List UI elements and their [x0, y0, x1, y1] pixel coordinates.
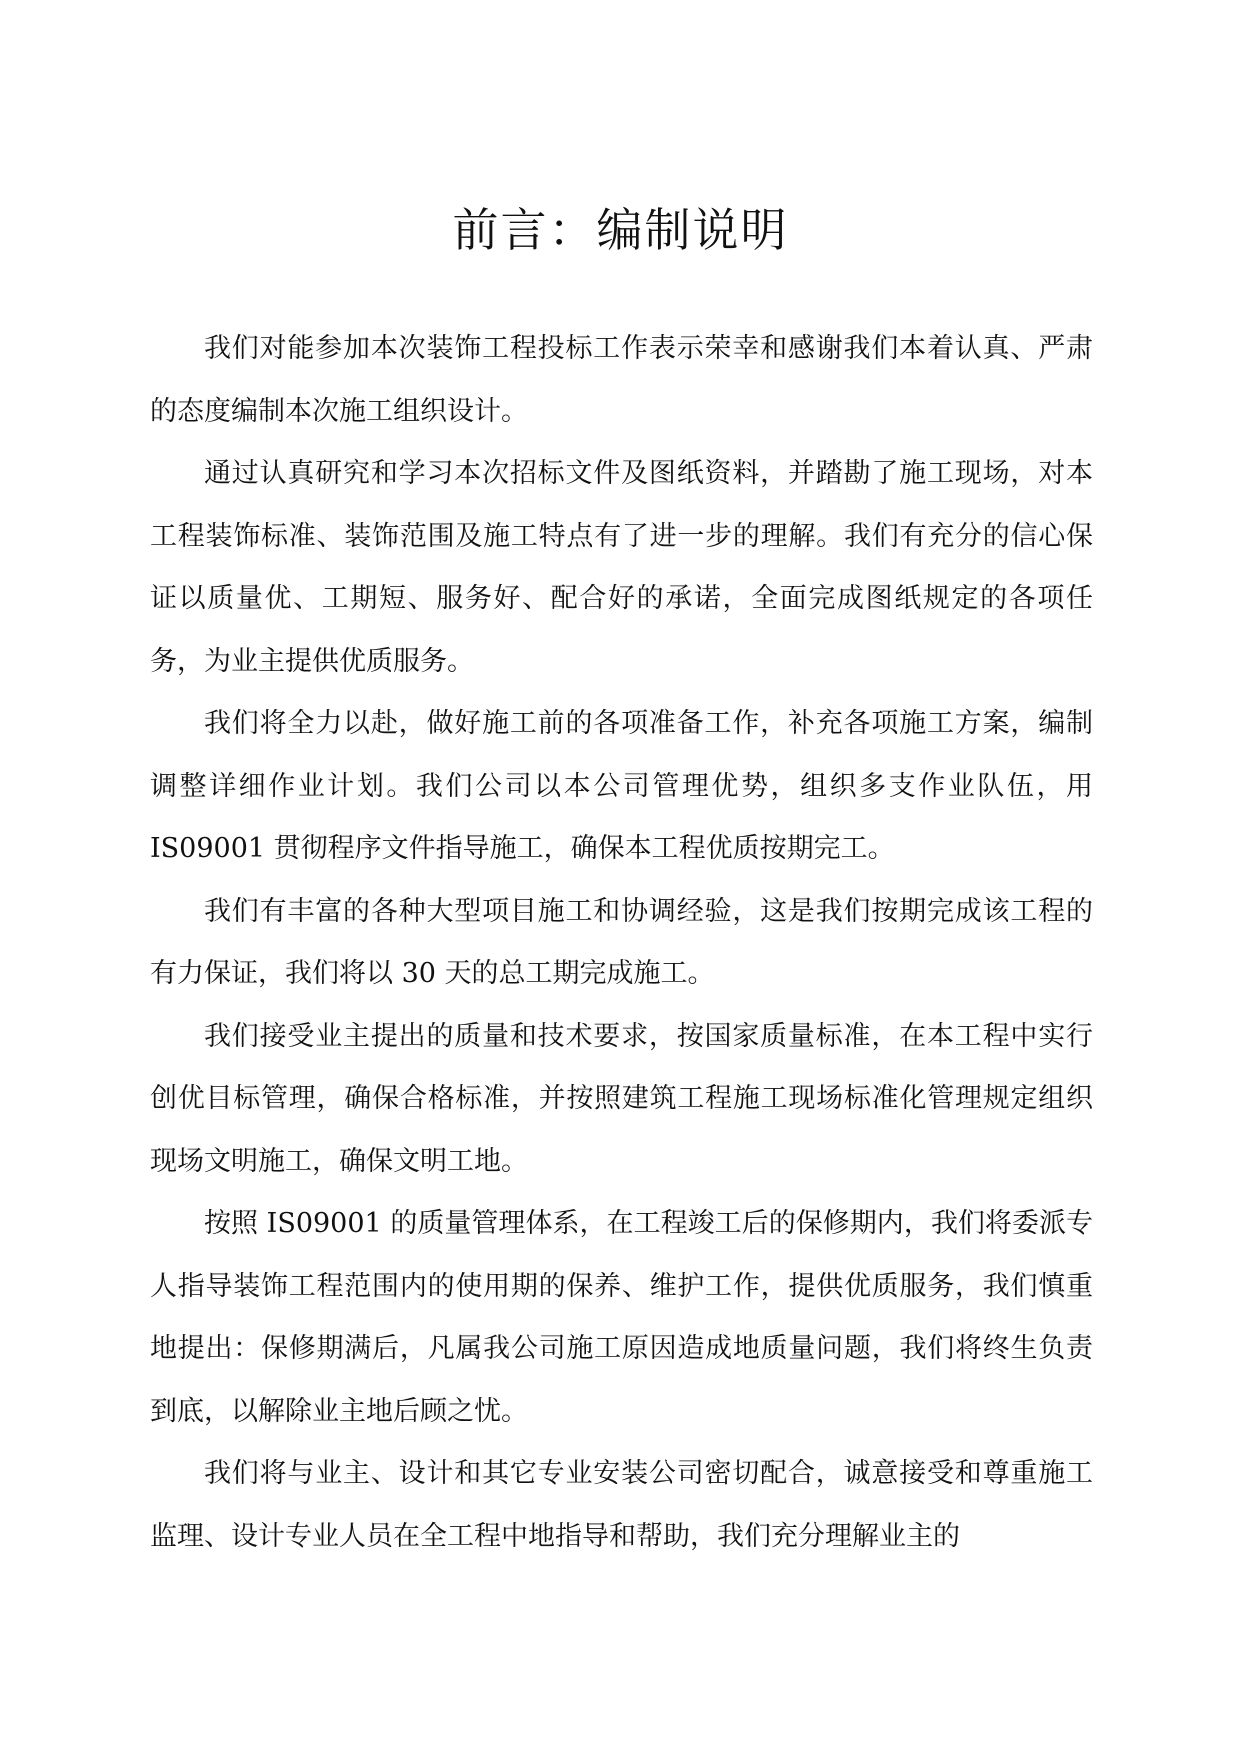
paragraph-4: 我们有丰富的各种大型项目施工和协调经验，这是我们按期完成该工程的有力保证，我们将以 30 天的总工期完成施工。: [150, 895, 1093, 989]
paragraph-3: 我们将全力以赴，做好施工前的各项准备工作，补充各项施工方案，编制调整详细作业计划。我们公司以本公司管理优势，组织多支作业队伍，用 IS09001 贯彻程序文件指导施工，确保本工程优质按期完工。: [150, 708, 1093, 864]
paragraph-7: 我们将与业主、设计和其它专业安装公司密切配合，诚意接受和尊重施工监理、设计专业人员在全工程中地指导和帮助，我们充分理解业主的: [150, 1458, 1093, 1552]
page-title: 前言：编制说明: [452, 203, 789, 257]
paragraph-2: 通过认真研究和学习本次招标文件及图纸资料，并踏勘了施工现场，对本工程装饰标准、装饰范围及施工特点有了进一步的理解。我们有充分的信心保证以质量优、工期短、服务好、配合好的承诺，全面完成图纸规定的各项任务，为业主提供优质服务。: [150, 458, 1093, 677]
paragraph-1: 我们对能参加本次装饰工程投标工作表示荣幸和感谢我们本着认真、严肃的态度编制本次施工组织设计。: [150, 333, 1093, 427]
paragraph-5: 我们接受业主提出的质量和技术要求，按国家质量标准，在本工程中实行创优目标管理，确保合格标准，并按照建筑工程施工现场标准化管理规定组织现场文明施工，确保文明工地。: [150, 1020, 1093, 1177]
body-text: [150, 318, 1093, 1568]
paragraph-6: 按照 IS09001 的质量管理体系，在工程竣工后的保修期内，我们将委派专人指导装饰工程范围内的使用期的保养、维护工作，提供优质服务，我们慎重地提出：保修期满后，凡属我公司施工原因造成地质量问题，我们将终生负责到底，以解除业主地后顾之忧。: [150, 1208, 1093, 1427]
